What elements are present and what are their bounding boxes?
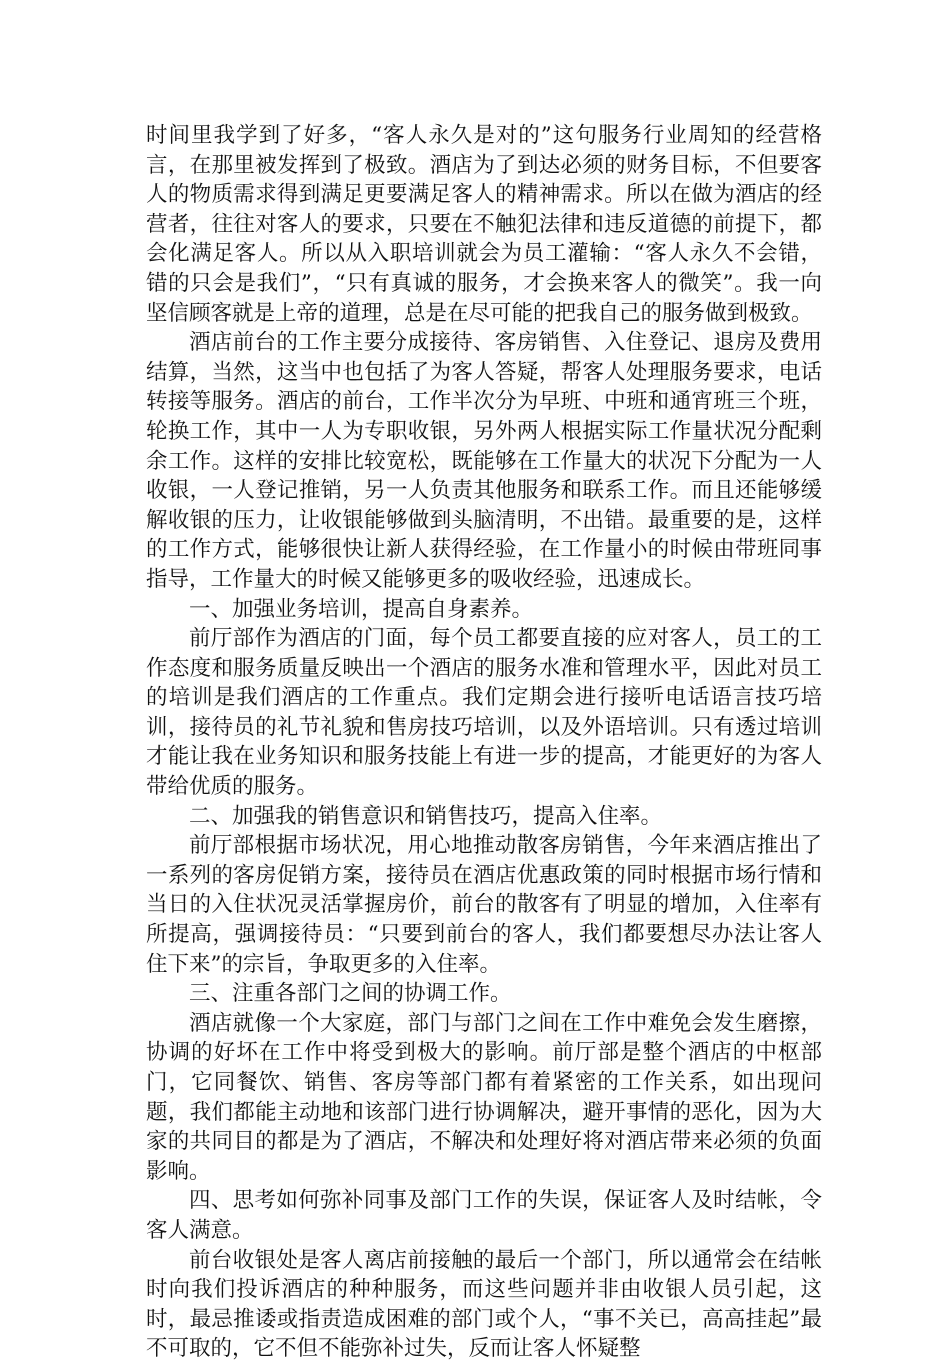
paragraph-front-desk-duties: 酒店前台的工作主要分成接待、客房销售、入住登记、退房及费用结算，当然，这当中也包括了为客人答疑，帮客人处理服务要求，电话转接等服务。酒店的前台，工作半次分为早班、中班和通宵班三个班，轮换工作，其中一人为专职收银，另外两人根据实际工作量状况分配剩余工作。这样的安排比较宽松，既能够在工作量大的状况下分配为一人收银，一人登记推销，另一人负责其他服务和联系工作。而且还能够缓解收银的压力，让收银能够做到头脑清明，不出错。最重要的是，这样的工作方式，能够很快让新人获得经验，在工作量小的时候由带班同事指导，工作量大的时候又能够更多的吸收经验，迅速成长。 [146, 330, 822, 592]
paragraph-training: 前厅部作为酒店的门面，每个员工都要直接的应对客人，员工的工作态度和服务质量反映出一个酒店的服务水准和管理水平，因此对员工的培训是我们酒店的工作重点。我们定期会进行接听电话语言技巧培训，接待员的礼节礼貌和售房技巧培训，以及外语培训。只有透过培训才能让我在业务知识和服务技能上有进一步的提高，才能更好的为客人带给优质的服务。 [146, 626, 822, 800]
section-heading-2: 二、加强我的销售意识和销售技巧，提高入住率。 [189, 803, 663, 829]
paragraph-sales: 前厅部根据市场状况，用心地推动散客房销售，今年来酒店推出了一系列的客房促销方案，接待员在酒店优惠政策的同时根据市场行情和当日的入住状况灵活掌握房价，前台的散客有了明显的增加，入住率有所提高，强调接待员：“只要到前台的客人，我们都要想尽办法让客人住下来”的宗旨，争取更多的入住率。 [146, 833, 822, 977]
section-heading-1: 一、加强业务培训，提高自身素养。 [189, 596, 534, 622]
paragraph-cashier: 前台收银处是客人离店前接触的最后一个部门，所以通常会在结帐时向我们投诉酒店的种种服务，而这些问题并非由收银人员引起，这时，最忌推诿或指责造成困难的部门或个人，“事不关已，高高挂起”最不可取的，它不但不能弥补过失，反而让客人怀疑整 [146, 1247, 822, 1362]
section-heading-4: 四、思考如何弥补同事及部门工作的失误，保证客人及时结帐，令客人满意。 [146, 1188, 822, 1243]
paragraph-coordination: 酒店就像一个大家庭，部门与部门之间在工作中难免会发生磨擦，协调的好坏在工作中将受到极大的影响。前厅部是整个酒店的中枢部门，它同餐饮、销售、客房等部门都有着紧密的工作关系，如出现问题，我们都能主动地和该部门进行协调解决，避开事情的恶化，因为大家的共同目的都是为了酒店，不解决和处理好将对酒店带来必须的负面影响。 [146, 1010, 822, 1184]
section-heading-3: 三、注重各部门之间的协调工作。 [189, 981, 512, 1007]
document-body [146, 121, 822, 1364]
paragraph-continued: 时间里我学到了好多，“客人永久是对的”这句服务行业周知的经营格言，在那里被发挥到了极致。酒店为了到达必须的财务目标，不但要客人的物质需求得到满足更要满足客人的精神需求。所以在做为酒店的经营者，往往对客人的要求，只要在不触犯法律和违反道德的前提下，都会化满足客人。所以从入职培训就会为员工灌输：“客人永久不会错，错的只会是我们”，“只有真诚的服务，才会换来客人的微笑”。我一向坚信顾客就是上帝的道理，总是在尽可能的把我自己的服务做到极致。 [146, 123, 822, 326]
